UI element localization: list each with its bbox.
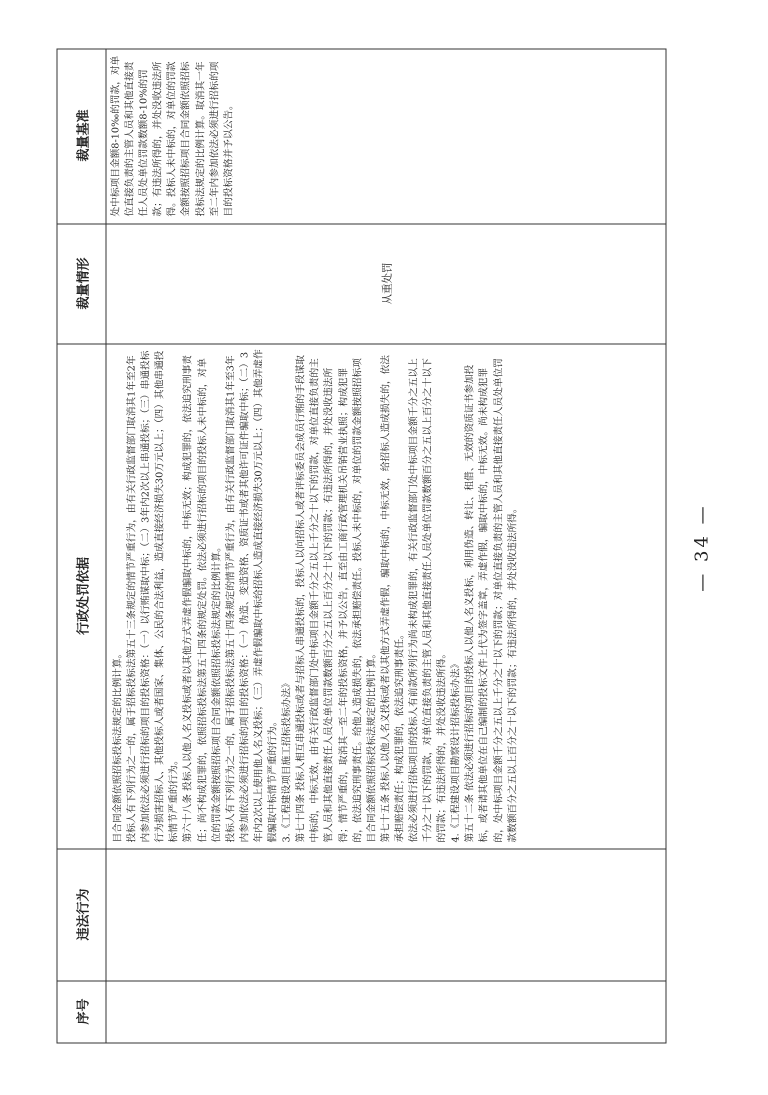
basis-paragraph: 第五十二条 依法必须进行招标的项目的投标人以他人名义投标，利用伪造、转让、租借、无效的资质证书参加投标，或者请其他单位在自己编制的投标文件上代为签字盖章，弄虚作假，骗取中标的，中标无效。尚未构成犯罪的，处中标项目金额千分之五以上千分之十以下的罚款；对单位直接负责的主管人员和其他直接责任人员处单位罚款数额百分之五以上百分之十以下的罚款；有违法所得的，并处没收违法所得。: [464, 358, 519, 843]
basis-paragraph: 依法必须进行招标项目的投标人有前款所列行为尚未构成犯罪的，有关行政监督部门处中标项目金额千分之五以上千分之十以下的罚款，对单位直接负责的主管人员和其他直接责任人员处单位罚款数额百分之五以上百分之十以下的罚款；有违法所得的，并处没收违法所得。: [408, 358, 448, 843]
condition-cell: 从重处罚: [381, 262, 393, 305]
penalty-table: [57, 49, 667, 1044]
table-header-row: [58, 50, 107, 1043]
header-standard: 裁量基准: [76, 109, 91, 162]
basis-paragraph: 3.《工程建设项目施工招标投标办法》: [281, 678, 293, 843]
basis-text: [112, 349, 662, 843]
header-seq: 序号: [76, 998, 91, 1025]
column-violation: [58, 849, 666, 981]
header-violation: 违法行为: [76, 888, 91, 941]
basis-paragraph: 第七十四条 投标人相互串通投标或者与招标人串通投标的，投标人以向招标人或者评标委员会成员行贿的手段谋取中标的，中标无效，由有关行政监督部门处中标项目金额千分之五以上千分之十以下的罚款，对单位直接负责的主管人员和其他直接责任人员处单位罚款数额百分之五以上百分之十以下的罚款；有违法所得的，并处没收违法所得；情节严重的，取消其一至二年的投标资格，并予以公告，直至由工商行政管理机关吊销营业执照；构成犯罪的，依法追究刑事责任。给他人造成损失的，依法承担赔偿责任。投标人未中标的，对单位的罚款金额按照招标项目合同金额依照招标投标法规定的比例计算。: [295, 355, 378, 843]
header-basis: 行政处罚依据: [76, 557, 91, 636]
basis-paragraph: 第七十五条 投标人以他人名义投标或者以其他方式弄虚作假，骗取中标的，中标无效，给招标人造成损失的，依法承担赔偿责任；构成犯罪的，依法追究刑事责任。: [380, 355, 406, 843]
header-condition: 裁量情形: [76, 257, 91, 310]
page-number: — 34 —: [691, 503, 713, 592]
basis-paragraph: 目合同金额依照招标投标法规定的比例计算。: [112, 648, 124, 843]
basis-paragraph: 投标人有下列行为之一的，属于招标投标法第五十三条规定的情节严重行为，由有关行政监督部门取消其1年至2年内参加依法必须进行招标的项目的投标资格：（一）以行贿谋取中标；（二）3年内2次以上串通投标；（三）串通投标行为损害招标人、其他投标人或者国家、集体、公民的合法利益，造成直接经济损失30万元以上；（四）其他串通投标情节严重的行为。: [126, 350, 180, 843]
basis-paragraph: 投标人有下列行为之一的，属于招标投标法第五十四条规定的情节严重行为，由有关行政监督部门取消其1年至3年内参加依法必须进行招标的项目的投标资格：（一）伪造、变造资格、资质证书或者其他许可证件骗取中标；（二）3年内2次以上使用他人名义投标；（三）弄虚作假骗取中标给招标人造成直接经济损失30万元以上；（四）其他弄虚作假骗取中标情节严重的行为。: [225, 349, 279, 843]
basis-paragraph: 第六十八条 投标人以他人名义投标或者以其他方式弄虚作假骗取中标的，中标无效；构成犯罪的，依法追究刑事责任；尚不构成犯罪的，依照招标投标法第五十四条的规定处罚。依法必须进行招标的项目的投标人未中标的，对单位的罚款金额按照招标项目合同金额依照招标投标法规定的比例计算。: [182, 355, 223, 843]
column-seq: [58, 981, 666, 1043]
basis-paragraph: 4.《工程建设项目勘察设计招标投标办法》: [450, 658, 462, 843]
standard-cell: 处中标项目金额8-10‰的罚款，对单位直接负责的主管人员和其他直接责任人员处单位罚款数额8-10%的罚款；有违法所得的，并处没收违法所得。投标人未中标的，对单位的罚款金额按照招标项目合同金额依照招标投标法规定的比例计算。取消其一年至二年内参加依法必须进行招标的项目的投标资格并予以公告。: [110, 55, 235, 217]
rotated-page: [0, 2, 768, 1094]
